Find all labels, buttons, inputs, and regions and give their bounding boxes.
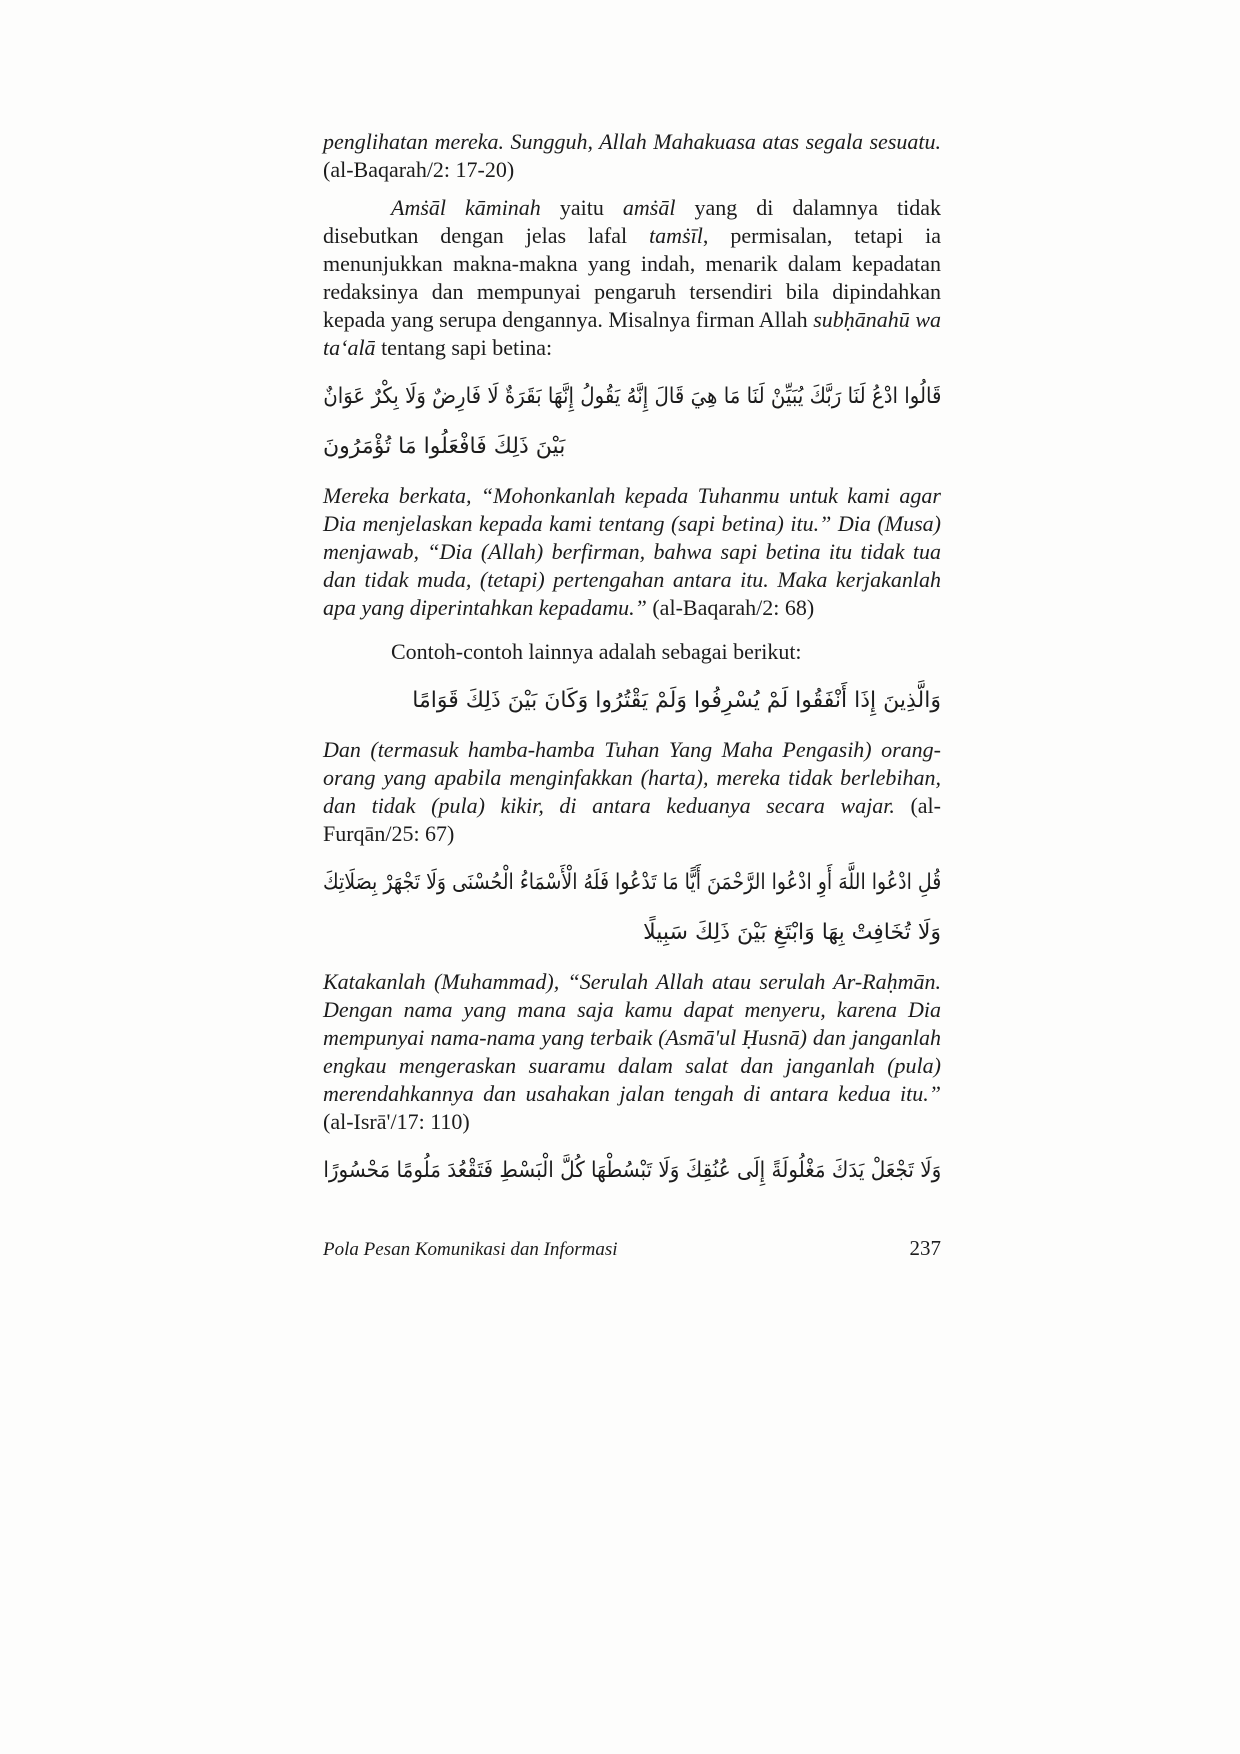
body-text: tentang sapi betina: <box>375 335 553 360</box>
body-text: yaitu <box>540 195 623 220</box>
arabic-text: وَلَا تُخَافِتْ بِهَا وَابْتَغِ بَيْنَ ذَلِكَ سَبِيلًا <box>643 920 941 945</box>
arabic-verse-line <box>323 372 941 422</box>
paragraph-amsal-kaminah <box>323 194 941 362</box>
page-content <box>323 128 941 1204</box>
footer-running-title: Pola Pesan Komunikasi dan Informasi <box>323 1239 618 1260</box>
paragraph-translation-isra-110 <box>323 968 941 1136</box>
arabic-verse-isra-110 <box>323 858 941 958</box>
translation-text: Katakanlah (Muhammad), “Serulah Allah atau serulah Ar-Raḥmān. Dengan nama yang mana saja kamu dapat menyeru, karena Dia mempunyai nama-nama yang terbaik (Asmā'ul Ḥusnā) dan janganlah engkau mengeraskan suaramu dalam salat dan janganlah (pula) merendahkannya dan usahakan jalan tengah di antara kedua itu.” <box>323 969 941 1106</box>
body-text: yang di dalamnya tidak disebutkan dengan jelas lafal <box>323 195 941 248</box>
arabic-verse-furqan-67 <box>323 676 941 726</box>
translation-text: Dan (termasuk hamba-hamba Tuhan Yang Maha Pengasih) orang-orang yang apabila menginfakkan (harta), mereka tidak berlebihan, dan tidak (pula) kikir, di antara keduanya secara wajar. <box>323 737 941 818</box>
arabic-verse-line <box>323 858 941 908</box>
term-italic: Amṡāl kāminah <box>391 195 541 220</box>
arabic-text: بَيْنَ ذَلِكَ فَافْعَلُوا مَا تُؤْمَرُونَ <box>323 434 566 459</box>
verse-citation: (al-Baqarah/2: 68) <box>652 595 815 620</box>
verse-citation: (al-Isrā'/17: 110) <box>323 1109 470 1134</box>
arabic-verse-line <box>323 908 941 958</box>
paragraph-contoh-intro <box>323 638 941 666</box>
body-text: Contoh-contoh lainnya adalah sebagai berikut: <box>391 639 802 664</box>
arabic-verse-isra-29 <box>323 1146 941 1196</box>
term-italic: subḥānahū wa ta‘alā <box>323 307 941 360</box>
verse-citation: (al-Baqarah/2: 17-20) <box>323 157 515 182</box>
paragraph-continuation <box>323 128 941 184</box>
verse-citation: (al-Furqān/25: 67) <box>323 793 941 846</box>
paragraph-translation-baqarah-68 <box>323 482 941 622</box>
arabic-verse-baqarah-68 <box>323 372 941 472</box>
arabic-text: قُلِ ادْعُوا اللَّهَ أَوِ ادْعُوا الرَّحْمَنَ أَيًّا مَا تَدْعُوا فَلَهُ الْأَسْمَاءُ الْحُسْنَى وَلَا تَجْهَرْ بِصَلَاتِكَ <box>322 870 941 895</box>
arabic-text: وَالَّذِينَ إِذَا أَنْفَقُوا لَمْ يُسْرِفُوا وَلَمْ يَقْتُرُوا وَكَانَ بَيْنَ ذَلِكَ قَوَامًا <box>412 688 941 713</box>
page-number: 237 <box>909 1236 941 1260</box>
translation-text: penglihatan mereka. Sungguh, Allah Mahakuasa atas segala sesuatu. <box>323 129 941 154</box>
arabic-verse-line <box>323 676 941 726</box>
term-italic: amṡāl <box>622 195 676 220</box>
term-italic: tamṡīl <box>649 223 703 248</box>
paragraph-translation-furqan-67 <box>323 736 941 848</box>
page-footer <box>323 1234 941 1264</box>
body-text: , permisalan, tetapi ia menunjukkan makna-makna yang indah, menarik dalam kepadatan redaksinya dan mempunyai pengaruh tersendiri bila dipindahkan kepada yang serupa dengannya. Misalnya firman Allah <box>323 223 941 332</box>
arabic-verse-line <box>323 422 941 472</box>
arabic-text: وَلَا تَجْعَلْ يَدَكَ مَغْلُولَةً إِلَى عُنُقِكَ وَلَا تَبْسُطْهَا كُلَّ الْبَسْطِ فَتَقْعُدَ مَلُومًا مَحْسُورًا <box>323 1158 941 1183</box>
translation-text: Mereka berkata, “Mohonkanlah kepada Tuhanmu untuk kami agar Dia menjelaskan kepada kami tentang (sapi betina) itu.” Dia (Musa) menjawab, “Dia (Allah) berfirman, bahwa sapi betina itu tidak tua dan tidak muda, (tetapi) pertengahan antara itu. Maka kerjakanlah apa yang diperintahkan kepadamu.” <box>323 483 941 620</box>
arabic-verse-line <box>323 1146 941 1196</box>
arabic-text: قَالُوا ادْعُ لَنَا رَبَّكَ يُبَيِّنْ لَنَا مَا هِيَ قَالَ إِنَّهُ يَقُولُ إِنَّهَا بَقَرَةٌ لَا فَارِضٌ وَلَا بِكْرٌ عَوَانٌ <box>322 384 941 409</box>
